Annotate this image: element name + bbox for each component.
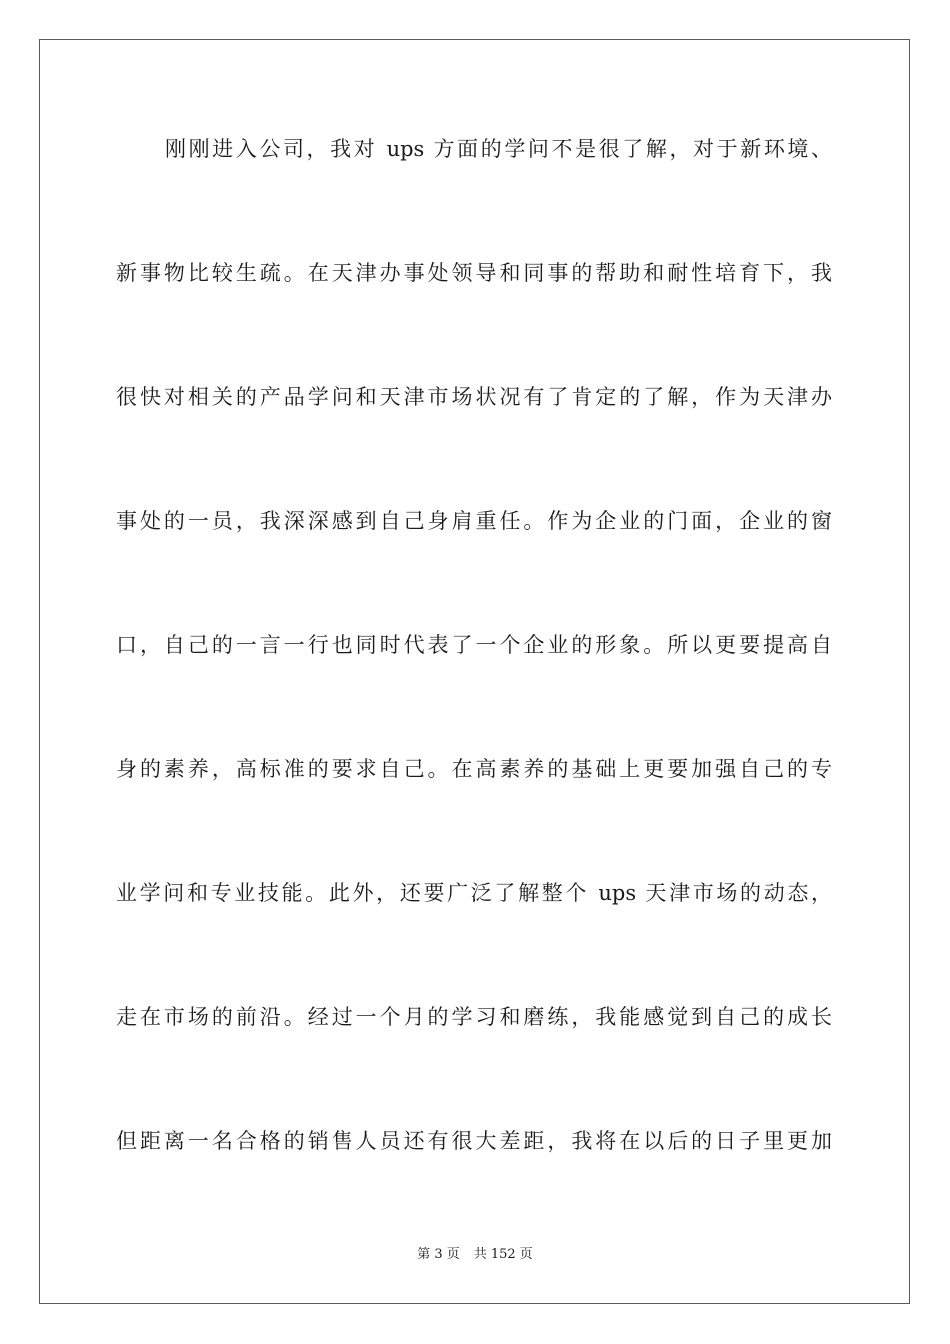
page-number: 第 3 页 <box>417 1247 460 1262</box>
page-total: 共 152 页 <box>473 1247 533 1262</box>
paragraph-line: 很快对相关的产品学问和天津市场状况有了肯定的了解，作为天津办 <box>116 385 832 409</box>
page-frame <box>39 39 910 1304</box>
paragraph-line: 身的素养，高标准的要求自己。在高素养的基础上更要加强自己的专 <box>116 757 832 781</box>
paragraph-line: 业学问和专业技能。此外，还要广泛了解整个 ups 天津市场的动态， <box>116 881 832 905</box>
paragraph-line: 走在市场的前沿。经过一个月的学习和磨练，我能感觉到自己的成长 <box>116 1005 832 1029</box>
page-footer <box>0 1246 950 1264</box>
paragraph-line: 口，自己的一言一行也同时代表了一个企业的形象。所以更要提高自 <box>116 633 832 657</box>
paragraph-line: 刚刚进入公司，我对 ups 方面的学问不是很了解，对于新环境、 <box>165 137 832 161</box>
paragraph-line: 事处的一员，我深深感到自己身肩重任。作为企业的门面，企业的窗 <box>116 509 832 533</box>
paragraph-line: 新事物比较生疏。在天津办事处领导和同事的帮助和耐性培育下，我 <box>116 261 832 285</box>
paragraph-line: 但距离一名合格的销售人员还有很大差距，我将在以后的日子里更加 <box>116 1129 832 1153</box>
